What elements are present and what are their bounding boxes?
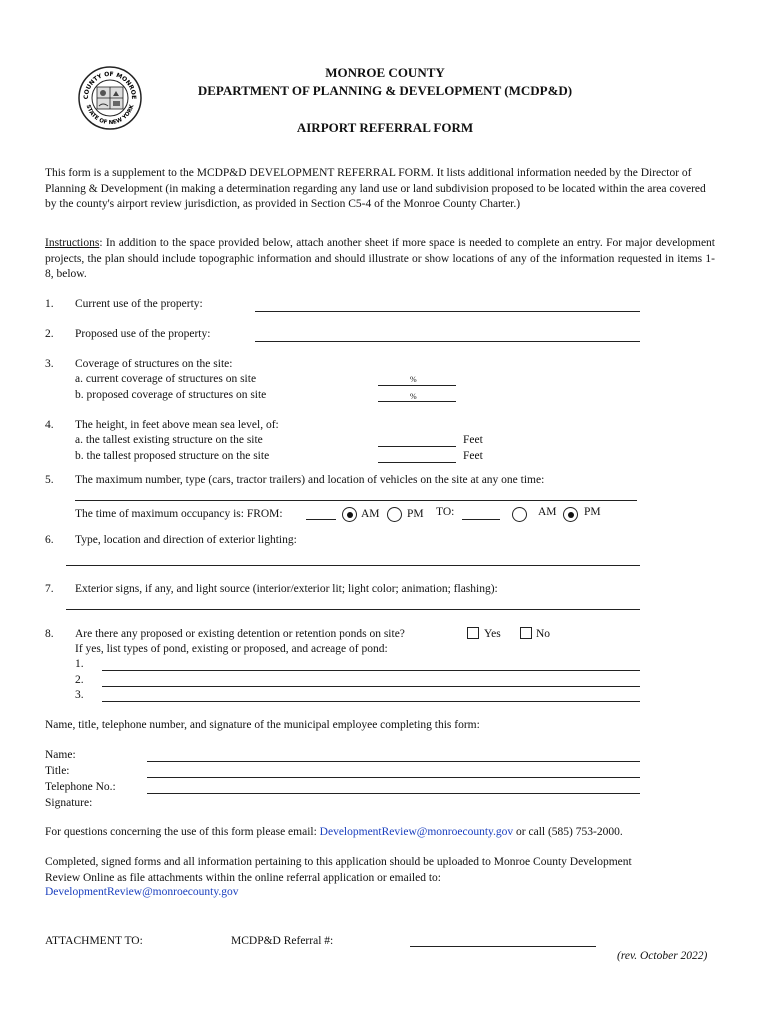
from-time-field[interactable] bbox=[306, 519, 336, 520]
referral-label: MCDP&D Referral #: bbox=[231, 935, 334, 947]
referral-number-field[interactable] bbox=[410, 946, 596, 947]
item-7-number: 7. bbox=[45, 583, 54, 595]
exterior-lighting-field[interactable] bbox=[66, 565, 640, 566]
title-field[interactable] bbox=[147, 777, 640, 778]
to-am-label: AM bbox=[538, 506, 557, 518]
item-4-number: 4. bbox=[45, 419, 54, 431]
proposed-use-field[interactable] bbox=[255, 341, 640, 342]
department-name: DEPARTMENT OF PLANNING & DEVELOPMENT (MCDP&D) bbox=[197, 83, 573, 98]
name-label: Name: bbox=[45, 749, 76, 761]
ponds-no-checkbox[interactable] bbox=[520, 627, 532, 639]
contact-email-label: email: bbox=[288, 826, 320, 838]
ponds-no-label: No bbox=[536, 628, 551, 640]
form-title: AIRPORT REFERRAL FORM bbox=[296, 120, 474, 135]
title-label: Title: bbox=[45, 765, 70, 777]
pond-2-field[interactable] bbox=[102, 686, 640, 687]
proposed-coverage-unit: % bbox=[410, 392, 417, 401]
pond-3-field[interactable] bbox=[102, 701, 640, 702]
employee-intro: Name, title, telephone number, and signature of the municipal employee completing this form: bbox=[45, 719, 480, 731]
from-pm-label: PM bbox=[407, 508, 424, 520]
from-am-label: AM bbox=[361, 508, 380, 520]
existing-height-unit: Feet bbox=[463, 434, 483, 446]
telephone-field[interactable] bbox=[147, 793, 640, 794]
svg-text:STATE OF NEW YORK: STATE OF NEW YORK bbox=[84, 104, 136, 127]
item-6-number: 6. bbox=[45, 534, 54, 546]
upload-paragraph: Completed, signed forms and all information pertaining to this application should be uploaded to Monroe County Development Review Online as file attachments within the online referral application or emailed to: bbox=[45, 856, 632, 884]
attachment-label: ATTACHMENT TO: bbox=[45, 935, 143, 947]
item-8-sub-label: If yes, list types of pond, existing or proposed, and acreage of pond: bbox=[75, 643, 388, 655]
item-7-label: Exterior signs, if any, and light source (interior/exterior lit; light color; animation; flashing): bbox=[75, 583, 498, 595]
proposed-height-field[interactable] bbox=[378, 462, 456, 463]
vehicles-field[interactable] bbox=[75, 500, 637, 501]
svg-text:COUNTY OF MONROE: COUNTY OF MONROE bbox=[82, 70, 138, 100]
item-3-number: 3. bbox=[45, 358, 54, 370]
item-3b-label: b. proposed coverage of structures on site bbox=[75, 389, 267, 401]
to-am-radio[interactable] bbox=[512, 507, 527, 522]
item-6-label: Type, location and direction of exterior lighting: bbox=[75, 534, 297, 546]
item-5-label: The maximum number, type (cars, tractor trailers) and location of vehicles on the site at any one time: bbox=[75, 474, 545, 486]
current-coverage-field[interactable] bbox=[378, 385, 456, 386]
exterior-signs-field[interactable] bbox=[66, 609, 640, 610]
contact-pre: For questions concerning the use of this form please bbox=[45, 826, 289, 838]
item-3a-label: a. current coverage of structures on site bbox=[75, 373, 257, 385]
item-4b-label: b. the tallest proposed structure on the site bbox=[75, 450, 270, 462]
contact-email-link[interactable]: DevelopmentReview@monroecounty.gov bbox=[319, 826, 514, 838]
pond-2-number: 2. bbox=[75, 674, 84, 686]
item-3-label: Coverage of structures on the site: bbox=[75, 358, 233, 370]
occupancy-time-label: The time of maximum occupancy is: FROM: bbox=[75, 508, 283, 520]
item-1-label: Current use of the property: bbox=[75, 298, 203, 310]
instructions-label: Instructions bbox=[45, 237, 100, 249]
name-field[interactable] bbox=[147, 761, 640, 762]
intro-paragraph: This form is a supplement to the MCDP&D DEVELOPMENT REFERRAL FORM. It lists additional information needed by the Director of Planning & Development (in making a determination regarding any land use or land subdivision proposed to be located within the area covered by the county's airport review jurisdiction, as provided in Section C5-4 of the Monroe County Charter.) bbox=[45, 167, 706, 210]
ponds-yes-label: Yes bbox=[484, 628, 501, 640]
existing-height-field[interactable] bbox=[378, 446, 456, 447]
upload-email-link[interactable]: DevelopmentReview@monroecounty.gov bbox=[45, 886, 239, 898]
item-1-number: 1. bbox=[45, 298, 54, 310]
to-pm-label: PM bbox=[584, 506, 601, 518]
to-label: TO: bbox=[436, 506, 455, 518]
from-pm-radio[interactable] bbox=[387, 507, 402, 522]
instructions-paragraph bbox=[45, 236, 715, 283]
item-4a-label: a. the tallest existing structure on the site bbox=[75, 434, 263, 446]
contact-post: or call (585) 753-2000. bbox=[513, 826, 623, 838]
instructions-text: : In addition to the space provided below, attach another sheet if more space is needed to complete an entry. For major development projects, the plan should include topographic information and should illustrate or show locations of any of the information requested in items 1-8, below. bbox=[45, 237, 715, 280]
item-4-label: The height, in feet above mean sea level, of: bbox=[75, 419, 279, 431]
item-8-number: 8. bbox=[45, 628, 54, 640]
current-use-field[interactable] bbox=[255, 311, 640, 312]
item-2-number: 2. bbox=[45, 328, 54, 340]
to-time-field[interactable] bbox=[462, 519, 500, 520]
to-pm-radio[interactable] bbox=[563, 507, 578, 522]
pond-1-field[interactable] bbox=[102, 670, 640, 671]
from-am-radio[interactable] bbox=[342, 507, 357, 522]
item-8-label: Are there any proposed or existing detention or retention ponds on site? bbox=[75, 628, 405, 640]
item-5-number: 5. bbox=[45, 474, 54, 486]
ponds-yes-checkbox[interactable] bbox=[467, 627, 479, 639]
revision-date: (rev. October 2022) bbox=[617, 950, 708, 962]
county-name: MONROE COUNTY bbox=[325, 65, 445, 80]
contact-line bbox=[45, 825, 623, 840]
telephone-label: Telephone No.: bbox=[45, 781, 116, 793]
pond-1-number: 1. bbox=[75, 658, 84, 670]
pond-3-number: 3. bbox=[75, 689, 84, 701]
proposed-coverage-field[interactable] bbox=[378, 401, 456, 402]
item-2-label: Proposed use of the property: bbox=[75, 328, 211, 340]
proposed-height-unit: Feet bbox=[463, 450, 483, 462]
current-coverage-unit: % bbox=[410, 375, 417, 384]
signature-label: Signature: bbox=[45, 797, 93, 809]
